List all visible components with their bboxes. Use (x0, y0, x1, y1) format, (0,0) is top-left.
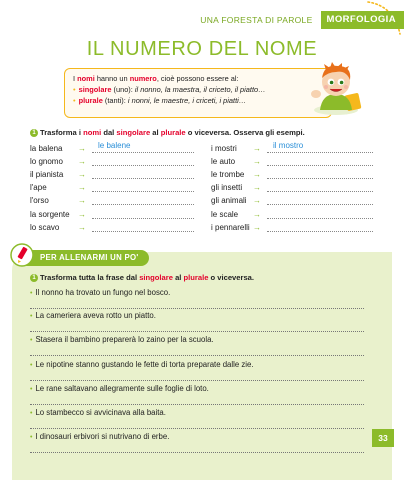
answer-field[interactable]: le balene (92, 144, 194, 153)
exercise-number-badge: 1 (30, 274, 38, 282)
word-column-1 (30, 142, 194, 234)
answer-line[interactable] (30, 308, 364, 309)
rule-plurale: • plurale (tanti): i nonni, le maestre, i criceti, i piatti… (73, 96, 247, 105)
arrow-icon: → (78, 170, 86, 180)
page-number: 33 (372, 429, 394, 447)
answer-line[interactable] (30, 404, 364, 405)
word-row: le auto → (211, 155, 373, 168)
rule-box (64, 68, 332, 118)
answer-field[interactable] (92, 183, 194, 192)
word-row: l'ape → (30, 181, 194, 194)
answer-line[interactable] (30, 452, 364, 453)
word-row: la sorgente → (30, 207, 194, 220)
answer-field[interactable] (267, 210, 373, 219)
answer-line[interactable] (30, 380, 364, 381)
bullet-icon: • (30, 362, 33, 369)
word-column-2 (211, 142, 373, 234)
sentence-item: • Le rane saltavano allegramente sulle foglie di loto. (30, 384, 364, 393)
word-row: l'orso → (30, 194, 194, 207)
bullet-icon: • (30, 337, 33, 344)
word-row: lo scavo → (30, 221, 194, 234)
page-header (200, 8, 404, 32)
arrow-icon: → (253, 222, 261, 232)
answer-line[interactable] (30, 428, 364, 429)
answer-line[interactable] (30, 355, 364, 356)
arrow-icon: → (78, 196, 86, 206)
bullet-icon: • (73, 85, 76, 94)
bullet-icon: • (30, 313, 33, 320)
answer-field[interactable] (92, 223, 194, 232)
exercise-2-instruction: 1 Trasforma tutta la frase dal singolare al plurale o viceversa. (30, 273, 254, 282)
word-row: i mostri → il mostro (211, 142, 373, 155)
answer-field[interactable] (92, 157, 194, 166)
sentence-item: • Le nipotine stanno gustando le fette di torta preparate dalle zie. (30, 360, 364, 369)
word-row: gli animali → (211, 194, 373, 207)
arrow-icon: → (253, 183, 261, 193)
rule-singolare: • singolare (uno): il nonno, la maestra, il criceto, il piatto… (73, 85, 266, 94)
page-title: IL NUMERO DEL NOME (86, 38, 318, 60)
answer-field[interactable] (267, 223, 373, 232)
arrow-icon: → (78, 157, 86, 167)
sentence-item: • Lo stambecco si avvicinava alla baita. (30, 408, 364, 417)
arrow-icon: → (253, 170, 261, 180)
answer-field[interactable] (92, 170, 194, 179)
bullet-icon: • (30, 434, 33, 441)
answer-field[interactable] (267, 183, 373, 192)
bullet-icon: • (73, 96, 76, 105)
answer-field[interactable] (92, 196, 194, 205)
arrow-icon: → (253, 157, 261, 167)
word-row: lo gnomo → (30, 155, 194, 168)
word-row: le scale → (211, 207, 373, 220)
arrow-icon: → (253, 196, 261, 206)
exercise-1-instruction: 1 Trasforma i nomi dal singolare al plurale o viceversa. Osserva gli esempi. (30, 128, 305, 137)
arrow-icon: → (78, 222, 86, 232)
sentence-item: • Stasera il bambino preparerà lo zaino per la scuola. (30, 335, 364, 344)
kid-mascot-illustration (306, 60, 364, 116)
word-row: il pianista → (30, 168, 194, 181)
sentence-item: • La cameriera aveva rotto un piatto. (30, 311, 364, 320)
answer-line[interactable] (30, 331, 364, 332)
pencil-icon (10, 243, 34, 267)
word-row: la balena → le balene (30, 142, 194, 155)
arrow-icon: → (78, 209, 86, 219)
answer-field[interactable] (267, 170, 373, 179)
answer-field[interactable] (92, 210, 194, 219)
practice-section-label: PER ALLENARMI UN PO' (14, 250, 149, 266)
arrow-icon: → (253, 209, 261, 219)
answer-field[interactable] (267, 196, 373, 205)
answer-field[interactable]: il mostro (267, 144, 373, 153)
bullet-icon: • (30, 290, 33, 297)
answer-field[interactable] (267, 157, 373, 166)
bullet-icon: • (30, 410, 33, 417)
arrow-icon: → (253, 144, 261, 154)
arrow-icon: → (78, 183, 86, 193)
rule-intro: I nomi hanno un numero, cioè possono essere al: (73, 74, 239, 83)
word-row: gli insetti → (211, 181, 373, 194)
exercise-number-badge: 1 (30, 129, 38, 137)
section-tab-morfologia: MORFOLOGIA (321, 11, 404, 29)
bullet-icon: • (30, 386, 33, 393)
word-row: le trombe → (211, 168, 373, 181)
sentence-item: • Il nonno ha trovato un fungo nel bosco. (30, 288, 364, 297)
word-row: i pennarelli → (211, 221, 373, 234)
arrow-icon: → (78, 144, 86, 154)
sentence-item: • I dinosauri erbivori si nutrivano di erbe. (30, 432, 364, 441)
header-subtitle: UNA FORESTA DI PAROLE (200, 15, 313, 25)
